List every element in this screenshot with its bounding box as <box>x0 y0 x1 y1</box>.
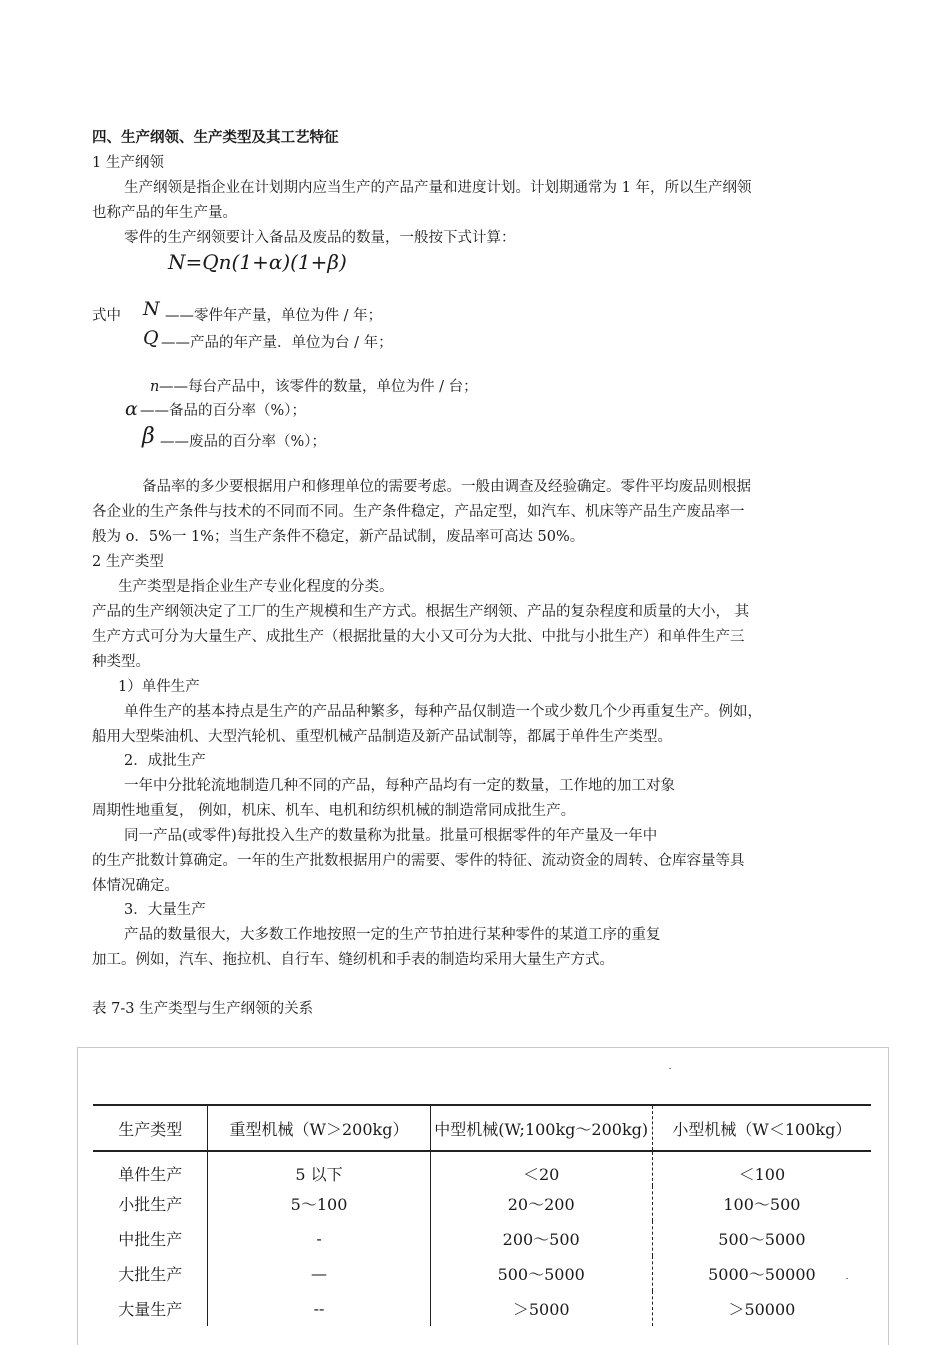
paragraph-line: 周期性地重复， 例如，机床、机车、电机和纺织机械的制造常同成批生产。 <box>92 803 576 819</box>
cell-type: 大量生产 <box>118 1300 183 1319</box>
paragraph-line: 各企业的生产条件与技术的不同而不同。生产条件稳定，产品定型，如汽车、机床等产品生产废品率一 <box>92 504 745 520</box>
paragraph-line: 同一产品(或零件)每批投入生产的数量称为批量。批量可根据零件的年产量及一年中 <box>124 828 658 844</box>
paragraph-line: 零件的生产纲领要计入备品及废品的数量，一般按下式计算： <box>124 230 516 246</box>
symbol-beta: β <box>142 424 155 449</box>
table-row <box>93 1221 871 1256</box>
cell-heavy: -- <box>208 1291 430 1326</box>
cell-light: 5000～50000 <box>652 1256 871 1291</box>
cell-light: 100～500 <box>652 1186 871 1221</box>
table-header-row <box>93 1105 871 1151</box>
definition-beta: ——废品的百分率（%）； <box>160 434 327 450</box>
paragraph-line: 船用大型柴油机、大型汽轮机、重型机械产品制造及新产品试制等，都属于单件生产类型。 <box>92 729 672 745</box>
subsection-title-production-type: 2 生产类型 <box>92 554 164 570</box>
header-medium-machinery: 中型机械(W;100kg～200kg) <box>430 1105 652 1151</box>
table-row <box>93 1291 871 1326</box>
cell-heavy: 5～100 <box>208 1186 430 1221</box>
definition-alpha: ——备品的百分率（%）； <box>140 403 307 419</box>
cell-medium: ＜20 <box>430 1151 652 1186</box>
formula: N=Qn(1+α)(1+β) <box>168 250 347 274</box>
paragraph-line: 加工。例如，汽车、拖拉机、自行车、缝纫机和手表的制造均采用大量生产方式。 <box>92 952 614 968</box>
scan-speck <box>669 1068 671 1069</box>
paragraph-line: 产品的生产纲领决定了工厂的生产规模和生产方式。根据生产纲领、产品的复杂程度和质量的大小， 其 <box>92 604 750 620</box>
production-type-table <box>93 1104 871 1326</box>
cell-medium: ＞5000 <box>430 1291 652 1326</box>
header-heavy-machinery: 重型机械（W＞200kg） <box>208 1105 430 1151</box>
paragraph-line: 体情况确定。 <box>92 878 179 894</box>
section-heading: 四、生产纲领、生产类型及其工艺特征 <box>92 129 339 146</box>
table-caption: 表 7-3 生产类型与生产纲领的关系 <box>92 1001 314 1017</box>
symbol-alpha: α <box>125 398 138 420</box>
where-label: 式中 <box>92 308 121 324</box>
cell-light: ＜100 <box>652 1151 871 1186</box>
paragraph-line: 也称产品的年生产量。 <box>92 205 237 221</box>
paragraph-line: 备品率的多少要根据用户和修理单位的需要考虑。一般由调查及经验确定。零件平均废品则根据 <box>142 479 751 495</box>
paragraph-line: 生产类型是指企业生产专业化程度的分类。 <box>118 579 394 595</box>
cell-light: ＞50000 <box>652 1291 871 1326</box>
cell-medium: 500～5000 <box>430 1256 652 1291</box>
table-row <box>93 1186 871 1221</box>
paragraph-line: 一年中分批轮流地制造几种不同的产品，每种产品均有一定的数量，工作地的加工对象 <box>124 778 675 794</box>
cell-heavy: 5 以下 <box>208 1151 430 1186</box>
table-row <box>93 1151 871 1186</box>
definition-Q: ——产品的年产量．单位为台 / 年； <box>161 335 393 351</box>
symbol-n: n <box>150 379 160 395</box>
paragraph-line: 产品的数量很大，大多数工作地按照一定的生产节拍进行某种零件的某道工序的重复 <box>124 927 661 943</box>
header-production-type: 生产类型 <box>118 1119 183 1139</box>
symbol-N: N <box>143 298 160 320</box>
table-row <box>93 1256 871 1291</box>
cell-medium: 20～200 <box>430 1186 652 1221</box>
cell-type: 大批生产 <box>118 1265 183 1284</box>
cell-type: 单件生产 <box>118 1164 183 1184</box>
subheading-batch: 2．成批生产 <box>124 753 206 769</box>
cell-type: 中批生产 <box>118 1230 183 1249</box>
subheading-single-piece: 1）单件生产 <box>118 679 200 695</box>
paragraph-line: 的生产批数计算确定。一年的生产批数根据用户的需要、零件的特征、流动资金的周转、仓库容量等具 <box>92 853 745 869</box>
cell-type: 小批生产 <box>118 1195 183 1214</box>
cell-heavy: — <box>208 1256 430 1291</box>
header-light-machinery: 小型机械（W＜100kg） <box>652 1105 871 1151</box>
cell-light: 500～5000 <box>652 1221 871 1256</box>
paragraph-line: 生产纲领是指企业在计划期内应当生产的产品产量和进度计划。计划期通常为 1 年，所以生产纲领 <box>124 180 752 196</box>
subheading-mass: 3．大量生产 <box>124 902 206 918</box>
definition-n: ——每台产品中，该零件的数量，单位为件 / 台； <box>159 379 478 395</box>
paragraph-line: 单件生产的基本持点是生产的产品品种繁多，每种产品仅制造一个或少数几个少再重复生产。例如， <box>124 704 762 720</box>
subsection-title-production-program: 1 生产纲领 <box>92 155 164 171</box>
symbol-Q: Q <box>143 327 159 349</box>
cell-medium: 200～500 <box>430 1221 652 1256</box>
paragraph-line: 种类型。 <box>92 654 150 670</box>
paragraph-line: 生产方式可分为大量生产、成批生产（根据批量的大小又可分为大批、中批与小批生产）和单件生产三 <box>92 629 745 645</box>
cell-heavy: - <box>208 1221 430 1256</box>
paragraph-line: 般为 o．5%一 1%；当生产条件不稳定，新产品试制，废品率可高达 50%。 <box>92 529 585 545</box>
definition-N: ——零件年产量，单位为件 / 年； <box>165 308 383 324</box>
